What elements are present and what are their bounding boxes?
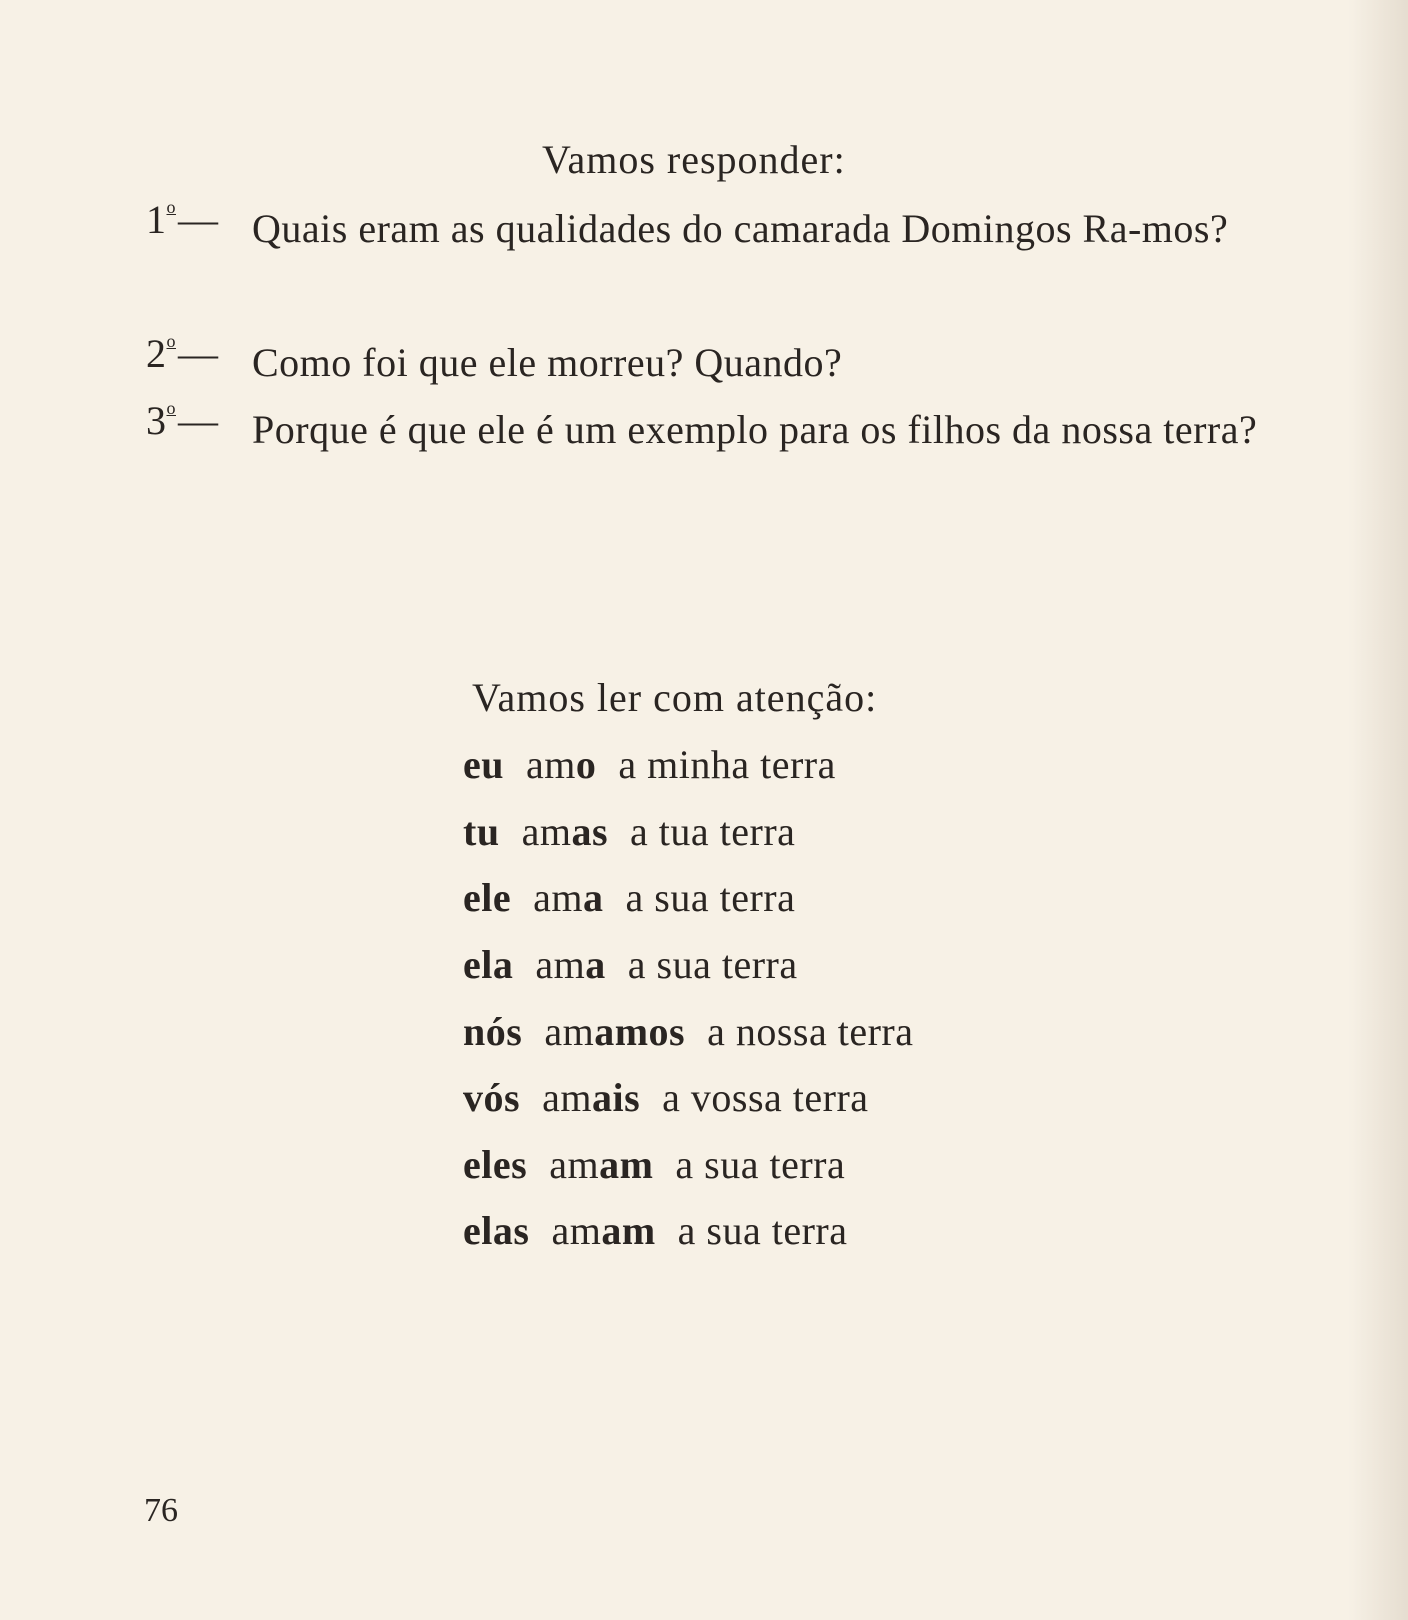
conjugation-line: [463, 1074, 869, 1121]
pronoun: eu: [463, 742, 504, 787]
page-number: 76: [144, 1492, 178, 1529]
section-heading-ler: Vamos ler com atenção:: [472, 675, 878, 720]
section-heading-responder: Vamos responder:: [542, 137, 846, 182]
conjugation-line: [463, 1008, 913, 1055]
question-dash: —: [178, 331, 219, 376]
phrase-rest: a sua terra: [677, 1208, 848, 1253]
pronoun: eles: [463, 1142, 528, 1187]
pronoun: nós: [463, 1009, 523, 1054]
pronoun: ela: [463, 942, 514, 987]
question-text: Como foi que ele morreu? Quando?: [252, 340, 843, 385]
phrase-rest: a sua terra: [627, 942, 798, 987]
verb: amo: [526, 742, 597, 787]
conjugation-line: [463, 1141, 845, 1188]
question-number: 3$^o$: [146, 397, 176, 443]
conjugation-line: [463, 1207, 847, 1254]
pronoun: vós: [463, 1075, 521, 1120]
pronoun: ele: [463, 875, 512, 920]
verb: ama: [533, 875, 604, 920]
phrase-rest: a sua terra: [625, 875, 796, 920]
question-text: Porque é que ele é um exemplo para os filhos da nossa terra?: [252, 407, 1258, 452]
phrase-rest: a minha terra: [618, 742, 836, 787]
conjugation-line: [463, 874, 795, 921]
phrase-rest: a nossa terra: [707, 1009, 914, 1054]
page-edge-shadow: [1348, 0, 1408, 1620]
conjugation-line: [463, 808, 795, 855]
phrase-rest: a vossa terra: [662, 1075, 869, 1120]
conjugation-line: [463, 941, 798, 988]
phrase-rest: a sua terra: [675, 1142, 846, 1187]
question-number: 1$^o$: [146, 196, 176, 242]
question-dash: —: [178, 398, 219, 443]
verb: amam: [549, 1142, 654, 1187]
question-number: 2$^o$: [146, 330, 176, 376]
verb: ama: [535, 942, 606, 987]
verb: amam: [551, 1208, 656, 1253]
pronoun: elas: [463, 1208, 530, 1253]
pronoun: tu: [463, 809, 500, 854]
verb: amais: [542, 1075, 641, 1120]
verb: amas: [521, 809, 609, 854]
verb: amamos: [544, 1009, 686, 1054]
question-dash: —: [178, 197, 219, 242]
phrase-rest: a tua terra: [630, 809, 796, 854]
question-text: Quais eram as qualidades do camarada Domingos Ra-mos?: [252, 206, 1229, 251]
conjugation-line: [463, 741, 836, 788]
